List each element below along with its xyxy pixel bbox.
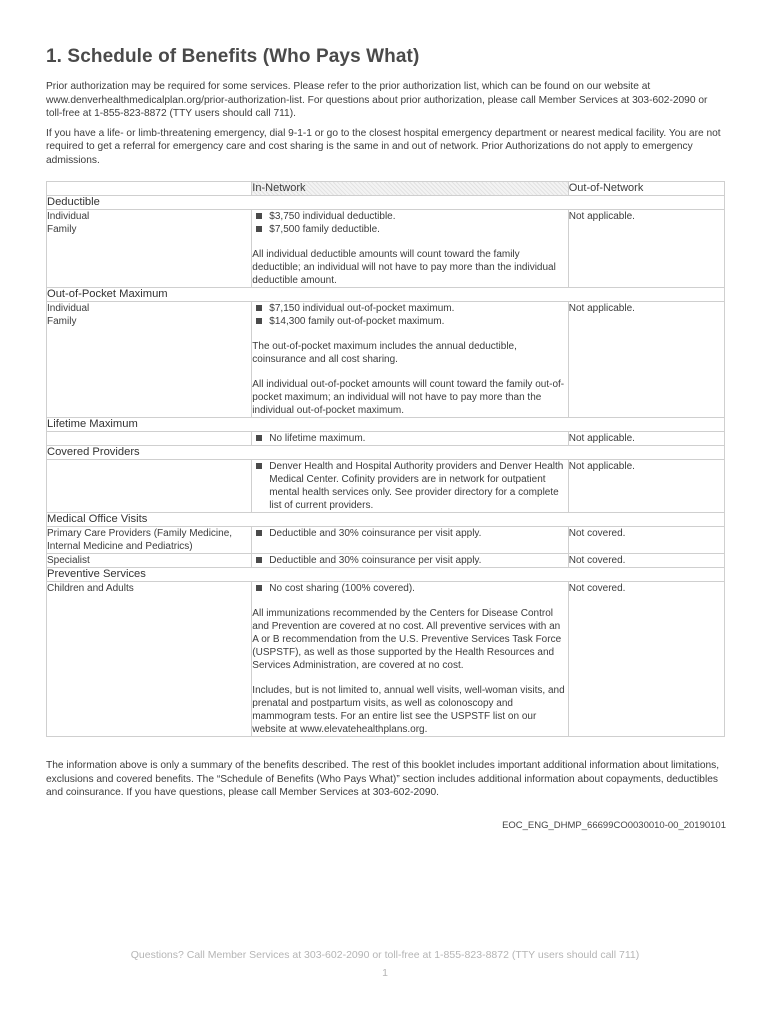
- bullet-item: [252, 223, 567, 236]
- bullet-text: $7,150 individual out-of-pocket maximum.: [269, 303, 455, 314]
- in-network-cell: [252, 582, 568, 737]
- out-of-network-cell: Not applicable.: [568, 460, 724, 513]
- section-title-deductible: Deductible: [47, 196, 725, 210]
- table-row: [47, 210, 725, 288]
- footer-contact-line: Questions? Call Member Services at 303-602-2090 or toll-free at 1-855-823-8872 (TTY users should call 711): [130, 949, 640, 961]
- in-network-cell: [252, 527, 568, 554]
- header-blank-cell: [47, 182, 252, 196]
- deductible-note: All individual deductible amounts will count toward the family deductible; an individual will not have to pay more than the individual deductible amount.: [252, 249, 556, 286]
- row-label-family: Family: [47, 224, 77, 235]
- in-network-cell: [252, 302, 568, 418]
- bullet-square-icon: [256, 213, 262, 219]
- section-title-preventive: Preventive Services: [47, 568, 725, 582]
- out-of-network-cell: Not covered.: [568, 527, 724, 554]
- bullet-square-icon: [256, 305, 262, 311]
- page-number: 1: [382, 967, 388, 979]
- out-of-network-cell: Not applicable.: [568, 210, 724, 288]
- bullet-text: No lifetime maximum.: [269, 433, 366, 444]
- bullet-text: $7,500 family deductible.: [269, 224, 380, 235]
- bullet-item: [252, 527, 567, 540]
- row-label-individual: Individual: [47, 211, 90, 222]
- row-label-cell: [47, 432, 252, 446]
- bullet-item: [252, 582, 567, 595]
- emergency-paragraph: If you have a life- or limb-threatening emergency, dial 9-1-1 or go to the closest hospital emergency department or nearest medical facility. You are not required to get a referral for emergency care and cost sharing is the same in and out of network. Prior Authorizations do not apply to emergency admissions.: [46, 127, 721, 166]
- page-title: 1. Schedule of Benefits (Who Pays What): [46, 46, 420, 67]
- in-network-cell: [252, 432, 568, 446]
- out-of-network-cell: Not applicable.: [568, 302, 724, 418]
- section-row-office-visits: [47, 513, 725, 527]
- preventive-note-1: All immunizations recommended by the Centers for Disease Control and Prevention are covered at no cost. All preventive services with an A or B recommendation from the U.S. Preventive Services Task Force (USPSTF), as well as those supported by the Health Resources and Services Administration, are covered at no cost.: [252, 608, 562, 671]
- bullet-square-icon: [256, 530, 262, 536]
- bullet-item: [252, 302, 567, 315]
- table-row: [47, 432, 725, 446]
- section-row-providers: [47, 446, 725, 460]
- oop-note-2: All individual out-of-pocket amounts will count toward the family out-of-pocket maximum; an individual will not have to pay more than the individual out-of-pocket maximum.: [252, 379, 565, 416]
- in-network-cell: [252, 460, 568, 513]
- table-row: [47, 554, 725, 568]
- bullet-text: No cost sharing (100% covered).: [269, 583, 415, 594]
- row-label-cell: [47, 302, 252, 418]
- bullet-text: Deductible and 30% coinsurance per visit apply.: [269, 528, 482, 539]
- summary-paragraph: The information above is only a summary of the benefits described. The rest of this booklet includes important additional information about limitations, exclusions and covered benefits. The “Schedule of Benefits (Who Pays What)” section includes additional information about copayments, deductibles and coinsurance. If you have questions, please call Member Services at 303-602-2090.: [46, 760, 720, 798]
- bullet-square-icon: [256, 463, 262, 469]
- bullet-item: [252, 315, 567, 328]
- bullet-text: Denver Health and Hospital Authority providers and Denver Health Medical Center. Cofinity providers are in network for outpatient mental health services only. See provider directory for a complete list of current providers.: [269, 461, 564, 511]
- out-of-network-cell: Not covered.: [568, 582, 724, 737]
- table-header-row: [47, 182, 725, 196]
- section-title-office-visits: Medical Office Visits: [47, 513, 725, 527]
- document-code: EOC_ENG_DHMP_66699CO0030010-00_20190101: [502, 819, 726, 831]
- bullet-text: $3,750 individual deductible.: [269, 211, 396, 222]
- prior-authorization-paragraph: Prior authorization may be required for some services. Please refer to the prior authorization list, which can be found on our website at www.denverhealthmedicalplan.org/prior-authorization-list. For questions about prior authorization, please call Member Services at 303-602-2090 or toll-free at 1-855-823-8872 (TTY users should call 711).: [46, 81, 708, 119]
- row-label-family: Family: [47, 316, 77, 327]
- out-of-network-cell: Not applicable.: [568, 432, 724, 446]
- schedule-of-benefits-table: [46, 181, 725, 737]
- in-network-cell: [252, 554, 568, 568]
- bullet-square-icon: [256, 585, 262, 591]
- bullet-item: [252, 554, 567, 567]
- section-row-deductible: [47, 196, 725, 210]
- header-out-of-network: Out-of-Network: [568, 182, 724, 196]
- section-title-lifetime: Lifetime Maximum: [47, 418, 725, 432]
- bullet-text: Deductible and 30% coinsurance per visit apply.: [269, 555, 482, 566]
- header-in-network: In-Network: [252, 182, 568, 196]
- section-row-lifetime: [47, 418, 725, 432]
- oop-note-1: The out-of-pocket maximum includes the annual deductible, coinsurance and all cost sharing.: [252, 341, 517, 365]
- row-label-cell: [47, 210, 252, 288]
- section-title-providers: Covered Providers: [47, 446, 725, 460]
- bullet-item: [252, 432, 567, 445]
- out-of-network-cell: Not covered.: [568, 554, 724, 568]
- bullet-square-icon: [256, 226, 262, 232]
- bullet-item: [252, 460, 567, 512]
- row-label-children-adults: Children and Adults: [47, 582, 252, 737]
- table-row: [47, 460, 725, 513]
- row-label-cell: [47, 460, 252, 513]
- table-row: [47, 527, 725, 554]
- bullet-square-icon: [256, 318, 262, 324]
- bullet-item: [252, 210, 567, 223]
- section-title-oop: Out-of-Pocket Maximum: [47, 288, 725, 302]
- bullet-square-icon: [256, 557, 262, 563]
- table-row: [47, 582, 725, 737]
- document-page: [46, 0, 726, 831]
- table-row: [47, 302, 725, 418]
- row-label-specialist: Specialist: [47, 554, 252, 568]
- row-label-primary-care: Primary Care Providers (Family Medicine, Internal Medicine and Pediatrics): [47, 527, 252, 554]
- section-row-oop: [47, 288, 725, 302]
- bullet-text: $14,300 family out-of-pocket maximum.: [269, 316, 445, 327]
- row-label-individual: Individual: [47, 303, 90, 314]
- in-network-cell: [252, 210, 568, 288]
- section-row-preventive: [47, 568, 725, 582]
- preventive-note-2: Includes, but is not limited to, annual well visits, well-woman visits, and prenatal and postpartum visits, as well as colonoscopy and mammogram tests. For an entire list see the USPSTF list on our website at www.elevatehealthplans.org.: [252, 685, 565, 735]
- bullet-square-icon: [256, 435, 262, 441]
